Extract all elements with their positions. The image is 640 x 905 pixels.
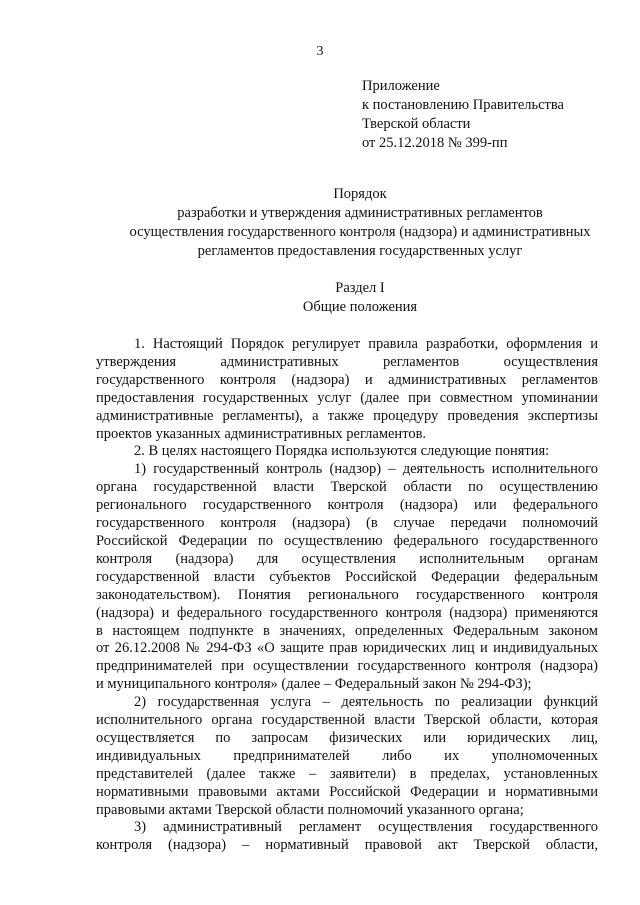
annex-block (362, 77, 564, 153)
text-line: утверждения административных регламентов осуществления (96, 353, 598, 370)
text-line: осуществляется по запросам физических или юридических лиц, (96, 729, 598, 746)
section-heading (60, 279, 640, 317)
text-line: от 26.12.2008 № 294-ФЗ «О защите прав юридических лиц и индивидуальных (96, 640, 598, 657)
text-line: правовыми актами Тверской области полномочий указанного органа; (96, 801, 524, 818)
page-number: 3 (316, 44, 324, 59)
paragraph-2-3 (96, 819, 598, 855)
body-text (96, 336, 598, 855)
text-line: индивидуальных предпринимателей либо их уполномоченных (96, 747, 598, 764)
section-number: Раздел I (335, 280, 385, 296)
text-line: административные регламенты), а также процедуру проведения экспертизы (96, 407, 598, 424)
text-line: 1. Настоящий Порядок регулирует правила разработки, оформления и (134, 336, 598, 352)
section-name: Общие положения (302, 299, 418, 315)
paragraph-1 (96, 336, 598, 443)
paragraph-2 (96, 443, 598, 461)
text-line: исполнительного органа государственной власти Тверской области, которая (96, 712, 598, 729)
text-line: Российской Федерации по осуществлению федерального государственного (96, 532, 598, 549)
text-line: законодательством). Понятия регионального государственного контроля (96, 586, 598, 603)
text-line: контроля (надзора) – нормативный правовой акт Тверской области, (96, 837, 598, 854)
paragraph-2-1 (96, 461, 598, 694)
annex-line: к постановлению Правительства (362, 97, 564, 113)
annex-line: от 25.12.2018 № 399-пп (362, 135, 508, 151)
annex-line: Тверской области (362, 116, 471, 132)
text-line: предоставления государственных услуг (далее при совместном упоминании (96, 389, 598, 406)
text-line: государственного контроля (надзора) (в случае передачи полномочий (96, 515, 598, 532)
title-line: регламентов предоставления государственных услуг (197, 243, 523, 259)
text-line: 2. В целях настоящего Порядка используются следующие понятия: (134, 443, 550, 460)
text-line: государственного контроля (надзора) и административных регламентов (96, 371, 598, 388)
text-line: 3) административный регламент осуществления государственного (134, 819, 598, 836)
text-line: (надзора) и федерального государственного контроля (надзора) применяются (96, 604, 598, 621)
text-line: государственной власти субъектов Российской Федерации федеральным (96, 568, 598, 585)
title-line: Порядок (333, 186, 387, 202)
text-line: контроля (надзора) для осуществления исполнительным органам (96, 550, 598, 567)
text-line: проектов указанных административных регламентов. (96, 425, 427, 442)
text-line: органа государственной власти Тверской области по осуществлению (96, 479, 598, 496)
text-line: предпринимателей при осуществлении государственного контроля (надзора) (96, 658, 598, 675)
text-line: и муниципального контроля» (далее – Федеральный закон № 294-ФЗ); (96, 676, 532, 693)
annex-line: Приложение (362, 78, 440, 94)
document-title (60, 185, 640, 261)
text-line: регионального государственного контроля (надзора) или федерального (96, 497, 598, 514)
text-line: представителей (далее также – заявители) в пределах, установленных (96, 765, 598, 782)
text-line: 1) государственный контроль (надзор) – деятельность исполнительного (134, 461, 598, 478)
title-line: осуществления государственного контроля (надзора) и административных (129, 224, 591, 240)
text-line: 2) государственная услуга – деятельность по реализации функций (134, 694, 598, 711)
paragraph-2-2 (96, 694, 598, 819)
text-line: в настоящем подпункте в значениях, определенных Федеральным законом (96, 622, 598, 639)
title-line: разработки и утверждения административных регламентов (177, 205, 543, 221)
text-line: нормативными правовыми актами Российской Федерации и нормативными (96, 783, 598, 800)
